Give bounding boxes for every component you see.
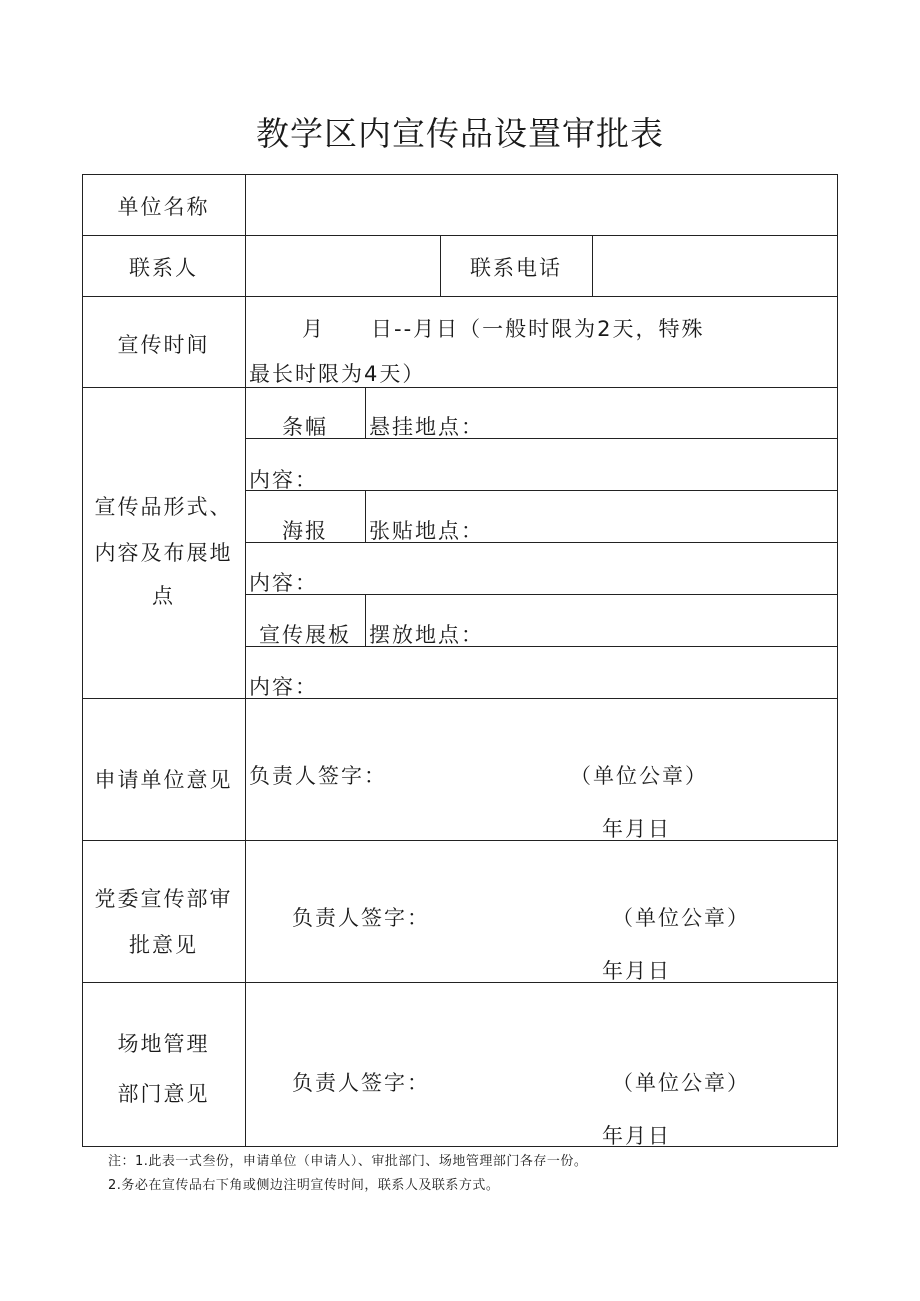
applicant-signature-label: 负责人签字： bbox=[249, 764, 387, 788]
banner-place-label: 悬挂地点： bbox=[369, 415, 484, 439]
contact-label: 联系人 bbox=[129, 256, 198, 280]
time-limit-text: 最长时限为4天） bbox=[249, 362, 426, 386]
venue-signature-label: 负责人签字： bbox=[292, 1071, 430, 1095]
row-divider bbox=[82, 982, 838, 983]
row-divider bbox=[82, 698, 838, 699]
note-line-2: 2.务必在宣传品右下角或侧边注明宣传时间，联系人及联系方式。 bbox=[108, 1178, 500, 1193]
party-opinion-label-line2: 批意见 bbox=[129, 933, 198, 957]
label-column-divider bbox=[245, 174, 246, 1147]
phone-field[interactable] bbox=[593, 236, 837, 296]
venue-date-label: 年月日 bbox=[602, 1124, 671, 1148]
applicant-seal-label: （单位公章） bbox=[570, 764, 708, 788]
contact-field[interactable] bbox=[246, 236, 440, 296]
applicant-date-label: 年月日 bbox=[602, 817, 671, 841]
time-range-text: 月 日--月日（一般时限为2天，特殊 bbox=[302, 317, 705, 341]
party-date-label: 年月日 bbox=[602, 959, 671, 983]
board-place-label: 摆放地点： bbox=[369, 623, 484, 647]
unit-name-field[interactable] bbox=[246, 175, 837, 235]
items-label-line3: 点 bbox=[152, 584, 175, 608]
phone-label: 联系电话 bbox=[470, 256, 562, 280]
row-divider bbox=[82, 387, 838, 388]
sub-row-divider bbox=[245, 490, 838, 491]
item-type-divider bbox=[365, 490, 366, 542]
page-title: 教学区内宣传品设置审批表 bbox=[256, 114, 664, 153]
row-divider bbox=[82, 840, 838, 841]
row-divider bbox=[82, 296, 838, 297]
poster-place-label: 张贴地点： bbox=[369, 519, 484, 543]
venue-opinion-label-line2: 部门意见 bbox=[117, 1082, 210, 1106]
venue-opinion-label-line1: 场地管理 bbox=[117, 1032, 210, 1056]
table-border-left bbox=[82, 174, 83, 1147]
items-label-line2: 内容及布展地 bbox=[94, 541, 233, 565]
party-signature-label: 负责人签字： bbox=[292, 906, 430, 930]
applicant-opinion-label: 申请单位意见 bbox=[94, 768, 233, 792]
party-seal-label: （单位公章） bbox=[612, 906, 750, 930]
table-border-right bbox=[837, 174, 838, 1147]
item-type-divider bbox=[365, 387, 366, 438]
board-content-label: 内容： bbox=[249, 675, 318, 699]
table-border-bottom bbox=[82, 1146, 838, 1147]
venue-seal-label: （单位公章） bbox=[612, 1071, 750, 1095]
poster-label: 海报 bbox=[282, 519, 328, 543]
sub-row-divider bbox=[245, 594, 838, 595]
unit-name-label: 单位名称 bbox=[117, 195, 210, 219]
party-opinion-label-line1: 党委宣传部审 bbox=[94, 887, 233, 911]
banner-content-label: 内容： bbox=[249, 468, 318, 492]
item-type-divider bbox=[365, 594, 366, 646]
poster-content-label: 内容： bbox=[249, 571, 318, 595]
board-label: 宣传展板 bbox=[259, 623, 351, 647]
banner-label: 条幅 bbox=[282, 415, 328, 439]
time-label: 宣传时间 bbox=[117, 333, 210, 357]
items-label-line1: 宣传品形式、 bbox=[94, 495, 233, 519]
note-line-1: 注：1.此表一式叁份，申请单位（申请人）、审批部门、场地管理部门各存一份。 bbox=[108, 1154, 588, 1169]
